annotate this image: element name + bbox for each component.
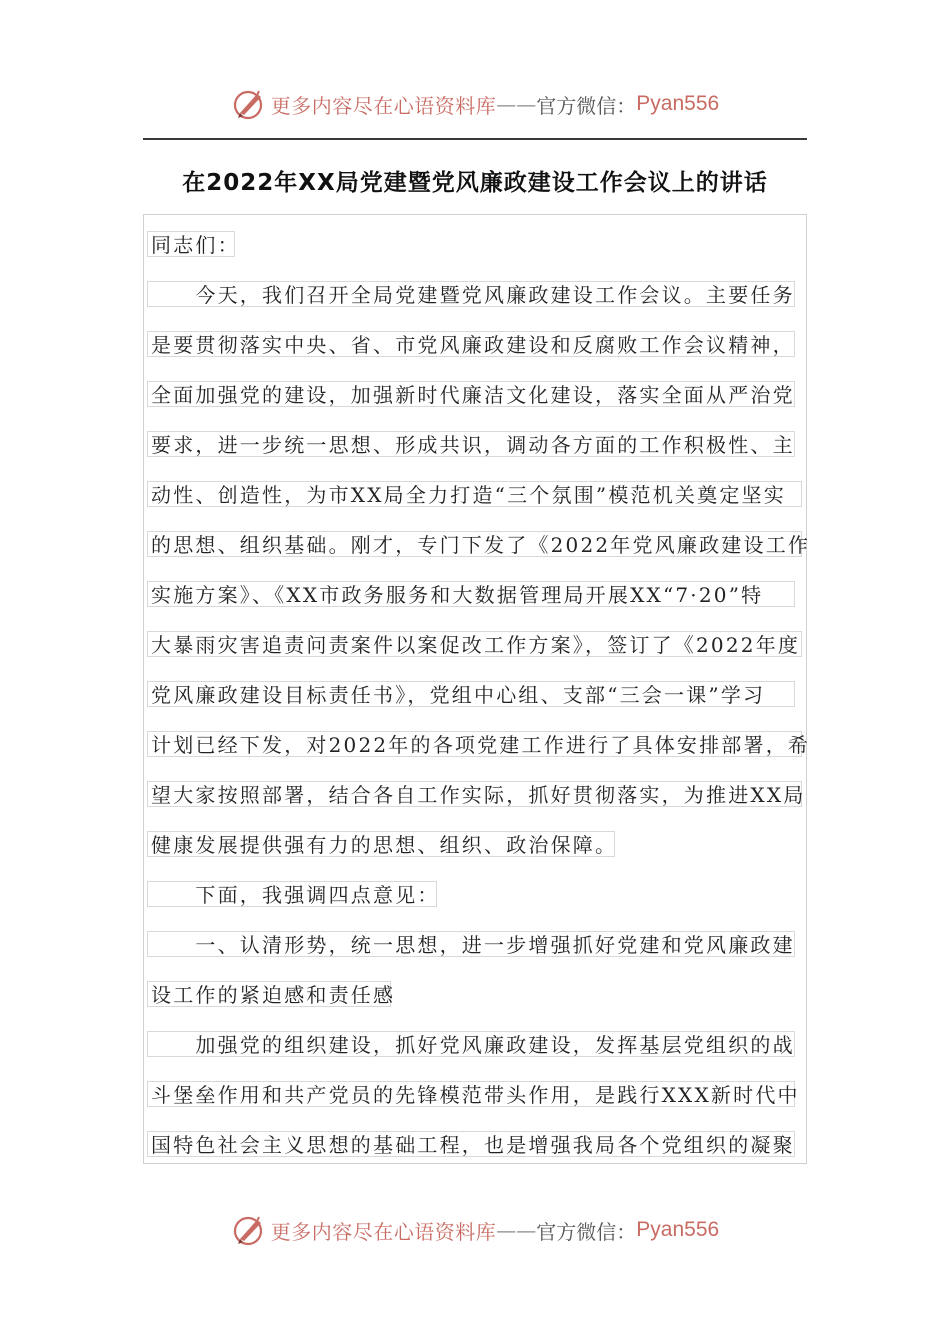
body-line: 下面，我强调四点意见： [147,881,437,907]
body-line: 的思想、组织基础。刚才，专门下发了《2022年党风廉政建设工作 [147,531,802,557]
body-line: 计划已经下发，对2022年的各项党建工作进行了具体安排部署，希 [147,731,802,757]
footer-watermark-banner [0,1210,950,1250]
body-line: 党风廉政建设目标责任书》，党组中心组、支部“三会一课”学习 [147,681,795,707]
body-line: 实施方案》、《XX市政务服务和大数据管理局开展XX“7·20”特 [147,581,795,607]
body-line: 设工作的紧迫感和责任感 [147,981,391,1007]
body-line: 斗堡垒作用和共产党员的先锋模范带头作用，是践行XXX新时代中 [147,1081,795,1107]
header-watermark-banner [0,84,950,124]
pen-logo-icon [231,1212,267,1248]
body-line: 大暴雨灾害追责问责案件以案促改工作方案》，签订了《2022年度 [147,631,802,657]
body-line: 动性、创造性，为市XX局全力打造“三个氛围”模范机关奠定坚实 [147,481,802,507]
body-line: 要求，进一步统一思想、形成共识，调动各方面的工作积极性、主 [147,431,795,457]
body-line: 国特色社会主义思想的基础工程，也是增强我局各个党组织的凝聚 [147,1131,795,1157]
banner-text: 更多内容尽在心语资料库 [270,1219,497,1244]
banner-separator: —— [496,1218,537,1242]
body-line: 今天，我们召开全局党建暨党风廉政建设工作会议。主要任务 [147,281,795,307]
header-divider [143,138,807,140]
banner-wechat-id: Pyan556 [636,92,720,115]
body-line: 同志们： [147,231,235,257]
body-line: 是要贯彻落实中央、省、市党风廉政建设和反腐败工作会议精神， [147,331,795,357]
body-line: 全面加强党的建设，加强新时代廉洁文化建设，落实全面从严治党 [147,381,795,407]
document-body-frame [143,214,811,1164]
body-line: 一、认清形势，统一思想，进一步增强抓好党建和党风廉政建 [147,931,795,957]
body-line: 健康发展提供强有力的思想、组织、政治保障。 [147,831,615,857]
banner-separator: —— [496,92,537,116]
body-line: 加强党的组织建设，抓好党风廉政建设，发挥基层党组织的战 [147,1031,795,1057]
document-title: 在2022年XX局党建暨党风廉政建设工作会议上的讲话 [182,170,768,196]
banner-wechat-label: 官方微信： [536,1219,637,1244]
banner-wechat-label: 官方微信： [536,93,637,118]
banner-text: 更多内容尽在心语资料库 [270,93,497,118]
banner-wechat-id: Pyan556 [636,1218,720,1241]
body-line: 望大家按照部署，结合各自工作实际，抓好贯彻落实，为推进XX局 [147,781,802,807]
pen-logo-icon [231,86,267,122]
